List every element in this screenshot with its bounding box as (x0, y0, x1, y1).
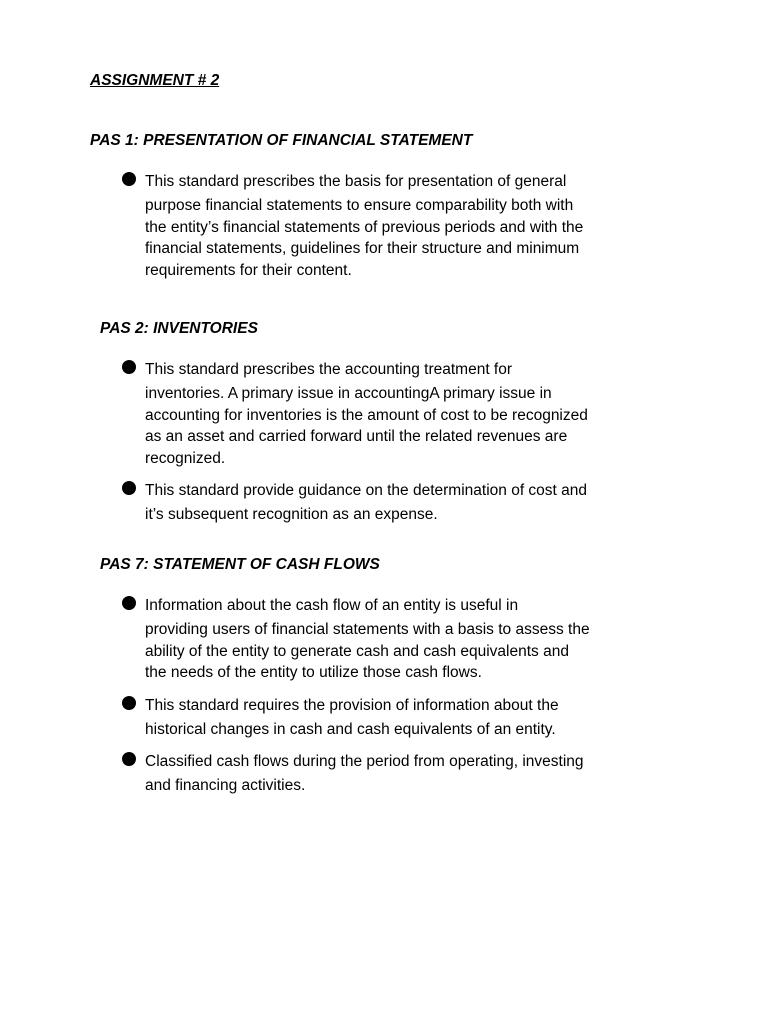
bullet-text: This standard prescribes the basis for presentation of general purpose financial statements to ensure comparability both with the entity’s financial statements of previous periods and with the financial statements, guidelines for their structure and minimum requirements for their content. (145, 173, 584, 279)
bullet-text: This standard requires the provision of information about the historical changes in cash and cash equivalents of an entity. (145, 697, 559, 738)
bullet-text: This standard provide guidance on the determination of cost and it’s subsequent recognition as an expense. (145, 482, 588, 523)
bullet-icon (122, 360, 136, 374)
bullet-icon (122, 596, 136, 610)
bullet-text: This standard prescribes the accounting treatment for inventories. A primary issue in accountingA primary issue in accounting for inventories is the amount of cost to be recognized as an asset and carried forward until the related revenues are recognized. (145, 361, 588, 467)
section-heading-pas-7: PAS 7: STATEMENT OF CASH FLOWS (100, 556, 380, 573)
document-title: ASSIGNMENT # 2 (90, 72, 220, 89)
bullet-text: Classified cash flows during the period from operating, investing and financing activities. (145, 753, 584, 794)
bullet-icon (122, 172, 136, 186)
section-heading-pas-2: PAS 2: INVENTORIES (100, 320, 258, 337)
section-heading-pas-1: PAS 1: PRESENTATION OF FINANCIAL STATEMENT (90, 132, 473, 149)
bullet-icon (122, 696, 136, 710)
bullet-icon (122, 752, 136, 766)
bullet-icon (122, 481, 136, 495)
bullet-text: Information about the cash flow of an entity is useful in providing users of financial statements with a basis to assess the ability of the entity to generate cash and cash equivalents and the needs of the entity to utilize those cash flows. (145, 597, 590, 681)
